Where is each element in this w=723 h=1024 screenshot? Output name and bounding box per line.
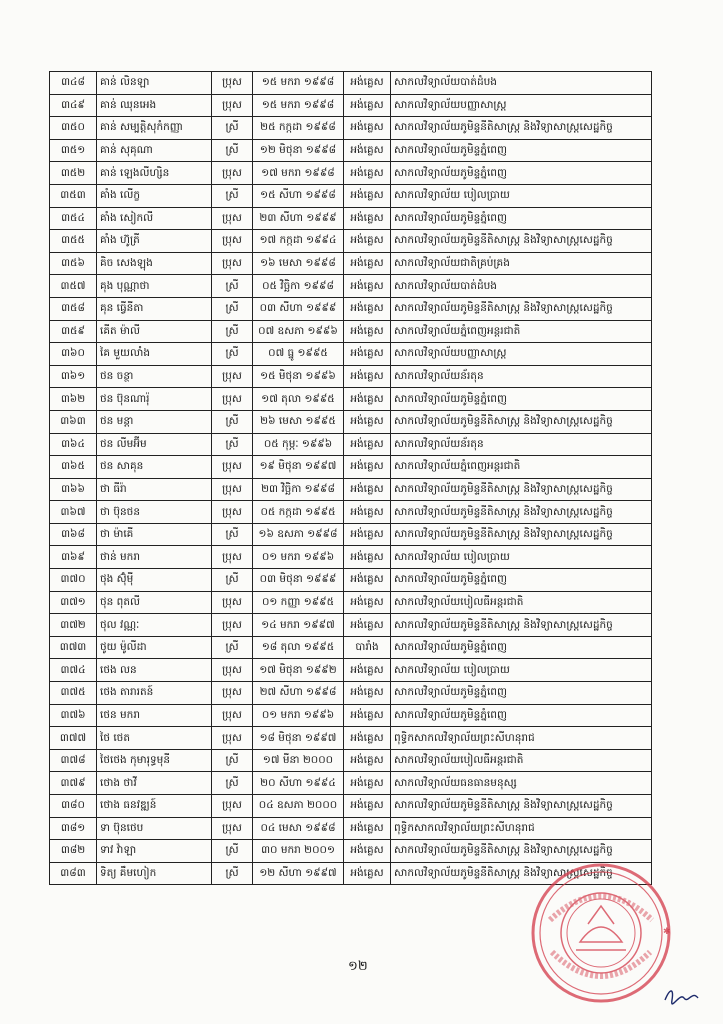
- date-of-birth-cell: ០៣ មិថុនា ១៩៩៩: [253, 569, 344, 592]
- date-of-birth-cell: ១៥ មករា ១៩៩៨: [253, 94, 344, 117]
- table-row: [50, 569, 652, 592]
- date-of-birth-cell: ២៧ សីហា ១៩៩៨: [253, 682, 344, 705]
- university-cell: សាកលវិទ្យាល័យជាតិគ្រប់គ្រង: [391, 252, 652, 275]
- date-of-birth-cell: ១៧ កក្កដា ១៩៩៤: [253, 230, 344, 253]
- student-name-cell: គុន ធ្វើនីតា: [97, 297, 212, 320]
- gender-cell: ស្រី: [212, 184, 253, 207]
- university-cell: សាកលវិទ្យាល័យភូមិន្ទនីតិសាស្ត្រ និងវិទ្យាសាស្ត្រសេដ្ឋកិច្ច: [391, 795, 652, 818]
- student-name-cell: ថេង តារារតន៍: [97, 682, 212, 705]
- date-of-birth-cell: ០១ មករា ១៩៩៦: [253, 704, 344, 727]
- gender-cell: ប្រុស: [212, 162, 253, 185]
- date-of-birth-cell: ១៤ មករា ១៩៩៧: [253, 614, 344, 637]
- student-name-cell: ថា ប៊ុនថន: [97, 501, 212, 524]
- date-of-birth-cell: ១៥ មិថុនា ១៩៩៦: [253, 365, 344, 388]
- row-number-cell: ៣៦៧: [50, 501, 97, 524]
- table-row: [50, 795, 652, 818]
- language-cell: អង់គ្លេស: [344, 184, 391, 207]
- date-of-birth-cell: ៣០ មករា ២០០១: [253, 840, 344, 863]
- gender-cell: ស្រី: [212, 772, 253, 795]
- table-row: [50, 139, 652, 162]
- date-of-birth-cell: ០៧ ធ្នូ ១៩៩៥: [253, 343, 344, 366]
- student-roster-table: [49, 71, 652, 885]
- language-cell: បារាំង: [344, 636, 391, 659]
- row-number-cell: ៣៥៧: [50, 275, 97, 298]
- language-cell: អង់គ្លេស: [344, 478, 391, 501]
- university-cell: សាកលវិទ្យាល័យបញ្ញាសាស្ត្រ: [391, 94, 652, 117]
- university-cell: ពុទ្ធិកសាកលវិទ្យាល័យព្រះសីហនុរាជ: [391, 727, 652, 750]
- student-name-cell: ថុន ពុតលី: [97, 591, 212, 614]
- student-name-cell: គាន់ សុគុណា: [97, 139, 212, 162]
- student-name-cell: ថា ម៉ាគើ: [97, 523, 212, 546]
- gender-cell: ប្រុស: [212, 614, 253, 637]
- language-cell: អង់គ្លេស: [344, 704, 391, 727]
- row-number-cell: ៣៧៨: [50, 749, 97, 772]
- language-cell: អង់គ្លេស: [344, 772, 391, 795]
- university-cell: សាកលវិទ្យាល័យ បៀលប្រាយ: [391, 184, 652, 207]
- language-cell: អង់គ្លេស: [344, 162, 391, 185]
- row-number-cell: ៣៥៦: [50, 252, 97, 275]
- page-number: ១២: [348, 959, 368, 974]
- table-row: [50, 614, 652, 637]
- table-row: [50, 749, 652, 772]
- university-cell: សាកលវិទ្យាល័យភូមិន្ទនីតិសាស្ត្រ និងវិទ្យាសាស្ត្រសេដ្ឋកិច្ច: [391, 117, 652, 140]
- student-name-cell: ទា ប៊ុនថេប: [97, 817, 212, 840]
- student-name-cell: ទាវ វ៉ាឡា: [97, 840, 212, 863]
- table-row: [50, 546, 652, 569]
- row-number-cell: ៣៧៩: [50, 772, 97, 795]
- university-cell: ពុទ្ធិកសាកលវិទ្យាល័យព្រះសីហនុរាជ: [391, 817, 652, 840]
- language-cell: អង់គ្លេស: [344, 682, 391, 705]
- gender-cell: ស្រី: [212, 569, 253, 592]
- language-cell: អង់គ្លេស: [344, 659, 391, 682]
- row-number-cell: ៣៧៦: [50, 704, 97, 727]
- language-cell: អង់គ្លេស: [344, 817, 391, 840]
- gender-cell: ស្រី: [212, 275, 253, 298]
- row-number-cell: ៣៦០: [50, 343, 97, 366]
- table-row: [50, 365, 652, 388]
- date-of-birth-cell: ២៣ វិច្ឆិកា ១៩៩៨: [253, 478, 344, 501]
- university-cell: សាកលវិទ្យាល័យន័រតុន: [391, 365, 652, 388]
- row-number-cell: ៣៥២: [50, 162, 97, 185]
- date-of-birth-cell: ១៧ តុលា ១៩៩៥: [253, 388, 344, 411]
- gender-cell: ប្រុស: [212, 501, 253, 524]
- table-row: [50, 682, 652, 705]
- student-name-cell: ទិត្យ គឹមហៀក: [97, 862, 212, 885]
- university-cell: សាកលវិទ្យាល័យន័រតុន: [391, 433, 652, 456]
- gender-cell: ប្រុស: [212, 456, 253, 479]
- university-cell: សាកលវិទ្យាល័យភូមិន្ទភ្នំពេញ: [391, 207, 652, 230]
- row-number-cell: ៣៦៤: [50, 433, 97, 456]
- row-number-cell: ៣៧០: [50, 569, 97, 592]
- language-cell: អង់គ្លេស: [344, 320, 391, 343]
- gender-cell: ប្រុស: [212, 230, 253, 253]
- date-of-birth-cell: ០៥ កក្កដា ១៩៩៥: [253, 501, 344, 524]
- student-name-cell: ថេង លន: [97, 659, 212, 682]
- language-cell: អង់គ្លេស: [344, 94, 391, 117]
- university-cell: សាកលវិទ្យាល័យភូមិន្ទភ្នំពេញ: [391, 162, 652, 185]
- student-name-cell: ថន សាគុន: [97, 456, 212, 479]
- row-number-cell: ៣៨២: [50, 840, 97, 863]
- language-cell: អង់គ្លេស: [344, 795, 391, 818]
- language-cell: អង់គ្លេស: [344, 365, 391, 388]
- table-row: [50, 591, 652, 614]
- university-cell: សាកលវិទ្យាល័យបាត់ដំបង: [391, 72, 652, 95]
- row-number-cell: ៣៨០: [50, 795, 97, 818]
- row-number-cell: ៣៤៨: [50, 72, 97, 95]
- language-cell: អង់គ្លេស: [344, 862, 391, 885]
- student-name-cell: ថោង ថាវី: [97, 772, 212, 795]
- date-of-birth-cell: ២៣ សីហា ១៩៩៩: [253, 207, 344, 230]
- row-number-cell: ៣៥៩: [50, 320, 97, 343]
- university-cell: សាកលវិទ្យាល័យភូមិន្ទភ្នំពេញ: [391, 388, 652, 411]
- language-cell: អង់គ្លេស: [344, 230, 391, 253]
- row-number-cell: ៣៧៣: [50, 636, 97, 659]
- svg-text:✱: ✱: [663, 927, 671, 937]
- row-number-cell: ៣៧៥: [50, 682, 97, 705]
- table-row: [50, 772, 652, 795]
- row-number-cell: ៣៥០: [50, 117, 97, 140]
- university-cell: សាកលវិទ្យាល័យភូមិន្ទនីតិសាស្ត្រ និងវិទ្យាសាស្ត្រសេដ្ឋកិច្ច: [391, 523, 652, 546]
- language-cell: អង់គ្លេស: [344, 456, 391, 479]
- student-name-cell: ថន មន្តា: [97, 410, 212, 433]
- row-number-cell: ៣៧២: [50, 614, 97, 637]
- university-cell: សាកលវិទ្យាល័យភូមិន្ទភ្នំពេញ: [391, 682, 652, 705]
- language-cell: អង់គ្លេស: [344, 343, 391, 366]
- gender-cell: ស្រី: [212, 862, 253, 885]
- gender-cell: ប្រុស: [212, 94, 253, 117]
- row-number-cell: ៣៥៨: [50, 297, 97, 320]
- table-row: [50, 117, 652, 140]
- language-cell: អង់គ្លេស: [344, 727, 391, 750]
- gender-cell: ប្រុស: [212, 591, 253, 614]
- row-number-cell: ៣៥៤: [50, 207, 97, 230]
- table-row: [50, 162, 652, 185]
- date-of-birth-cell: ១៦ ឧសភា ១៩៩៨: [253, 523, 344, 546]
- student-name-cell: ថេន មករា: [97, 704, 212, 727]
- gender-cell: ស្រី: [212, 320, 253, 343]
- gender-cell: ស្រី: [212, 297, 253, 320]
- row-number-cell: ៣៥៣: [50, 184, 97, 207]
- date-of-birth-cell: ០៤ ឧសភា ២០០០: [253, 795, 344, 818]
- table-row: [50, 207, 652, 230]
- language-cell: អង់គ្លេស: [344, 523, 391, 546]
- table-row: [50, 523, 652, 546]
- date-of-birth-cell: ១៥ មករា ១៩៩៨: [253, 72, 344, 95]
- table-row: [50, 433, 652, 456]
- student-name-cell: ថន ចន្ថា: [97, 365, 212, 388]
- table-row: [50, 320, 652, 343]
- student-name-cell: ថន លីមអ៊ីម: [97, 433, 212, 456]
- table-row: [50, 72, 652, 95]
- university-cell: សាកលវិទ្យាល័យធនធានមនុស្ស: [391, 772, 652, 795]
- date-of-birth-cell: ១៧ មករា ១៩៩៨: [253, 162, 344, 185]
- table-row: [50, 478, 652, 501]
- date-of-birth-cell: ១៨ មិថុនា ១៩៩៧: [253, 727, 344, 750]
- row-number-cell: ៣៦៨: [50, 523, 97, 546]
- date-of-birth-cell: ០៥ វិច្ឆិកា ១៩៩៨: [253, 275, 344, 298]
- table-row: [50, 456, 652, 479]
- university-cell: សាកលវិទ្យាល័យភូមិន្ទនីតិសាស្ត្រ និងវិទ្យាសាស្ត្រសេដ្ឋកិច្ច: [391, 840, 652, 863]
- student-name-cell: ថុល វណ្ណៈ: [97, 614, 212, 637]
- gender-cell: ប្រុស: [212, 388, 253, 411]
- row-number-cell: ៣៧៧: [50, 727, 97, 750]
- date-of-birth-cell: ១៧ មិថុនា ១៩៩២: [253, 659, 344, 682]
- gender-cell: ប្រុស: [212, 546, 253, 569]
- row-number-cell: ៣៥១: [50, 139, 97, 162]
- language-cell: អង់គ្លេស: [344, 72, 391, 95]
- gender-cell: ប្រុស: [212, 704, 253, 727]
- student-name-cell: គិច សេងឡុង: [97, 252, 212, 275]
- university-cell: សាកលវិទ្យាល័យភូមិន្ទនីតិសាស្ត្រ និងវិទ្យាសាស្ត្រសេដ្ឋកិច្ច: [391, 410, 652, 433]
- date-of-birth-cell: ០១ កញ្ញា ១៩៩៥: [253, 591, 344, 614]
- student-name-cell: គាំង លើក្ខ: [97, 184, 212, 207]
- gender-cell: ស្រី: [212, 840, 253, 863]
- table-row: [50, 184, 652, 207]
- student-name-cell: គាន់ ឈុនអេង: [97, 94, 212, 117]
- date-of-birth-cell: ០៧ ឧសភា ១៩៩៦: [253, 320, 344, 343]
- language-cell: អង់គ្លេស: [344, 252, 391, 275]
- table-row: [50, 840, 652, 863]
- date-of-birth-cell: ១៩ មិថុនា ១៩៩៧: [253, 456, 344, 479]
- row-number-cell: ៣៥៥: [50, 230, 97, 253]
- language-cell: អង់គ្លេស: [344, 297, 391, 320]
- date-of-birth-cell: ១៥ សីហា ១៩៩៨: [253, 184, 344, 207]
- university-cell: សាកលវិទ្យាល័យភូមិន្ទនីតិសាស្ត្រ និងវិទ្យាសាស្ត្រសេដ្ឋកិច្ច: [391, 501, 652, 524]
- gender-cell: ស្រី: [212, 117, 253, 140]
- row-number-cell: ៣៧១: [50, 591, 97, 614]
- table-row: [50, 230, 652, 253]
- gender-cell: ប្រុស: [212, 72, 253, 95]
- language-cell: អង់គ្លេស: [344, 840, 391, 863]
- university-cell: សាកលវិទ្យាល័យភូមិន្ទភ្នំពេញ: [391, 704, 652, 727]
- table-row: [50, 94, 652, 117]
- university-cell: សាកលវិទ្យាល័យបាត់ដំបង: [391, 275, 652, 298]
- table-row: [50, 704, 652, 727]
- student-name-cell: គាំង ហ៊ូត្រី: [97, 230, 212, 253]
- student-name-cell: ថាន់ មករា: [97, 546, 212, 569]
- table-row: [50, 275, 652, 298]
- gender-cell: ប្រុស: [212, 817, 253, 840]
- language-cell: អង់គ្លេស: [344, 501, 391, 524]
- university-cell: សាកលវិទ្យាល័យភូមិន្ទភ្នំពេញ: [391, 636, 652, 659]
- university-cell: សាកលវិទ្យាល័យភូមិន្ទនីតិសាស្ត្រ និងវិទ្យាសាស្ត្រសេដ្ឋកិច្ច: [391, 862, 652, 885]
- student-name-cell: គាន់ ឡេងលីហ្សិន: [97, 162, 212, 185]
- date-of-birth-cell: ០១ មករា ១៩៩៦: [253, 546, 344, 569]
- university-cell: សាកលវិទ្យាល័យបញ្ញាសាស្ត្រ: [391, 343, 652, 366]
- row-number-cell: ៣៤៩: [50, 94, 97, 117]
- table-row: [50, 501, 652, 524]
- student-name-cell: គុង បុណ្ណាថា: [97, 275, 212, 298]
- table-row: [50, 343, 652, 366]
- language-cell: អង់គ្លេស: [344, 591, 391, 614]
- university-cell: សាកលវិទ្យាល័យបៀលធីអន្តរជាតិ: [391, 749, 652, 772]
- date-of-birth-cell: ២០ សីហា ១៩៩៤: [253, 772, 344, 795]
- student-name-cell: ថូយ ម៉ូលីដា: [97, 636, 212, 659]
- university-cell: សាកលវិទ្យាល័យភូមិន្ទនីតិសាស្ត្រ និងវិទ្យាសាស្ត្រសេដ្ឋកិច្ច: [391, 230, 652, 253]
- gender-cell: ប្រុស: [212, 727, 253, 750]
- student-name-cell: គាន់ សម្បត្តិសុកំកញ្ញា: [97, 117, 212, 140]
- gender-cell: ប្រុស: [212, 478, 253, 501]
- row-number-cell: ៣៧៤: [50, 659, 97, 682]
- student-name-cell: គាន់ លិនឡា: [97, 72, 212, 95]
- date-of-birth-cell: ០៣ សីហា ១៩៩៩: [253, 297, 344, 320]
- language-cell: អង់គ្លេស: [344, 139, 391, 162]
- language-cell: អង់គ្លេស: [344, 410, 391, 433]
- date-of-birth-cell: ១៧ មីនា ២០០០: [253, 749, 344, 772]
- university-cell: សាកលវិទ្យាល័យ បៀលប្រាយ: [391, 546, 652, 569]
- gender-cell: ប្រុស: [212, 795, 253, 818]
- student-name-cell: ថៃ ថេត: [97, 727, 212, 750]
- gender-cell: ស្រី: [212, 139, 253, 162]
- row-number-cell: ៣៦១: [50, 365, 97, 388]
- handwritten-signature: [662, 982, 702, 1008]
- date-of-birth-cell: ១២ សីហា ១៩៩៧: [253, 862, 344, 885]
- language-cell: អង់គ្លេស: [344, 433, 391, 456]
- table-row: [50, 659, 652, 682]
- table-row: [50, 388, 652, 411]
- gender-cell: ប្រុស: [212, 682, 253, 705]
- university-cell: សាកលវិទ្យាល័យភ្នំពេញអន្តរជាតិ: [391, 320, 652, 343]
- gender-cell: ស្រី: [212, 410, 253, 433]
- language-cell: អង់គ្លេស: [344, 614, 391, 637]
- university-cell: សាកលវិទ្យាល័យ បៀលប្រាយ: [391, 659, 652, 682]
- gender-cell: ស្រី: [212, 636, 253, 659]
- university-cell: សាកលវិទ្យាល័យភ្នំពេញអន្តរជាតិ: [391, 456, 652, 479]
- language-cell: អង់គ្លេស: [344, 546, 391, 569]
- table-row: [50, 297, 652, 320]
- university-cell: សាកលវិទ្យាល័យភូមិន្ទភ្នំពេញ: [391, 569, 652, 592]
- university-cell: សាកលវិទ្យាល័យភូមិន្ទនីតិសាស្ត្រ និងវិទ្យាសាស្ត្រសេដ្ឋកិច្ច: [391, 297, 652, 320]
- student-name-cell: ថុង ស៊ុំម៉ី: [97, 569, 212, 592]
- gender-cell: ស្រី: [212, 433, 253, 456]
- row-number-cell: ៣៨១: [50, 817, 97, 840]
- date-of-birth-cell: ០៥ កុម្ភៈ ១៩៩៦: [253, 433, 344, 456]
- row-number-cell: ៣៦៣: [50, 410, 97, 433]
- date-of-birth-cell: ២៥ កក្កដា ១៩៩៨: [253, 117, 344, 140]
- table-row: [50, 636, 652, 659]
- language-cell: អង់គ្លេស: [344, 275, 391, 298]
- gender-cell: ស្រី: [212, 749, 253, 772]
- student-name-cell: គើត ម៉ាលី: [97, 320, 212, 343]
- gender-cell: ប្រុស: [212, 365, 253, 388]
- language-cell: អង់គ្លេស: [344, 117, 391, 140]
- row-number-cell: ៣៦២: [50, 388, 97, 411]
- student-name-cell: គាំង សៀកលី: [97, 207, 212, 230]
- language-cell: អង់គ្លេស: [344, 388, 391, 411]
- row-number-cell: ៣៦៥: [50, 456, 97, 479]
- date-of-birth-cell: ១៦ មេសា ១៩៩៨: [253, 252, 344, 275]
- gender-cell: ប្រុស: [212, 252, 253, 275]
- date-of-birth-cell: ០៤ មេសា ១៩៩៨: [253, 817, 344, 840]
- university-cell: សាកលវិទ្យាល័យភូមិន្ទភ្នំពេញ: [391, 139, 652, 162]
- gender-cell: ប្រុស: [212, 659, 253, 682]
- table-row: [50, 410, 652, 433]
- date-of-birth-cell: ១២ មិថុនា ១៩៩៨: [253, 139, 344, 162]
- gender-cell: ស្រី: [212, 523, 253, 546]
- row-number-cell: ៣៨៣: [50, 862, 97, 885]
- student-name-cell: ថៃថេង កុមារុទ្ធមុនី: [97, 749, 212, 772]
- gender-cell: ប្រុស: [212, 207, 253, 230]
- row-number-cell: ៣៦៩: [50, 546, 97, 569]
- table-row: [50, 727, 652, 750]
- language-cell: អង់គ្លេស: [344, 207, 391, 230]
- table-row: [50, 817, 652, 840]
- official-seal-stamp: [530, 862, 672, 1004]
- student-name-cell: គៃ មួយលាំង: [97, 343, 212, 366]
- language-cell: អង់គ្លេស: [344, 569, 391, 592]
- gender-cell: ស្រី: [212, 343, 253, 366]
- student-name-cell: ថា ធីរ៉ា: [97, 478, 212, 501]
- date-of-birth-cell: ១៨ តុលា ១៩៩៥: [253, 636, 344, 659]
- university-cell: សាកលវិទ្យាល័យបៀលធីអន្តរជាតិ: [391, 591, 652, 614]
- student-name-cell: ថន ប៊ុនណារ៉ុ: [97, 388, 212, 411]
- roster-body: [50, 72, 652, 885]
- language-cell: អង់គ្លេស: [344, 749, 391, 772]
- date-of-birth-cell: ២៦ មេសា ១៩៩៥: [253, 410, 344, 433]
- table-row: [50, 252, 652, 275]
- row-number-cell: ៣៦៦: [50, 478, 97, 501]
- university-cell: សាកលវិទ្យាល័យភូមិន្ទនីតិសាស្ត្រ និងវិទ្យាសាស្ត្រសេដ្ឋកិច្ច: [391, 614, 652, 637]
- student-name-cell: ថោង ធនវឌ្ឍន៍: [97, 795, 212, 818]
- university-cell: សាកលវិទ្យាល័យភូមិន្ទនីតិសាស្ត្រ និងវិទ្យាសាស្ត្រសេដ្ឋកិច្ច: [391, 478, 652, 501]
